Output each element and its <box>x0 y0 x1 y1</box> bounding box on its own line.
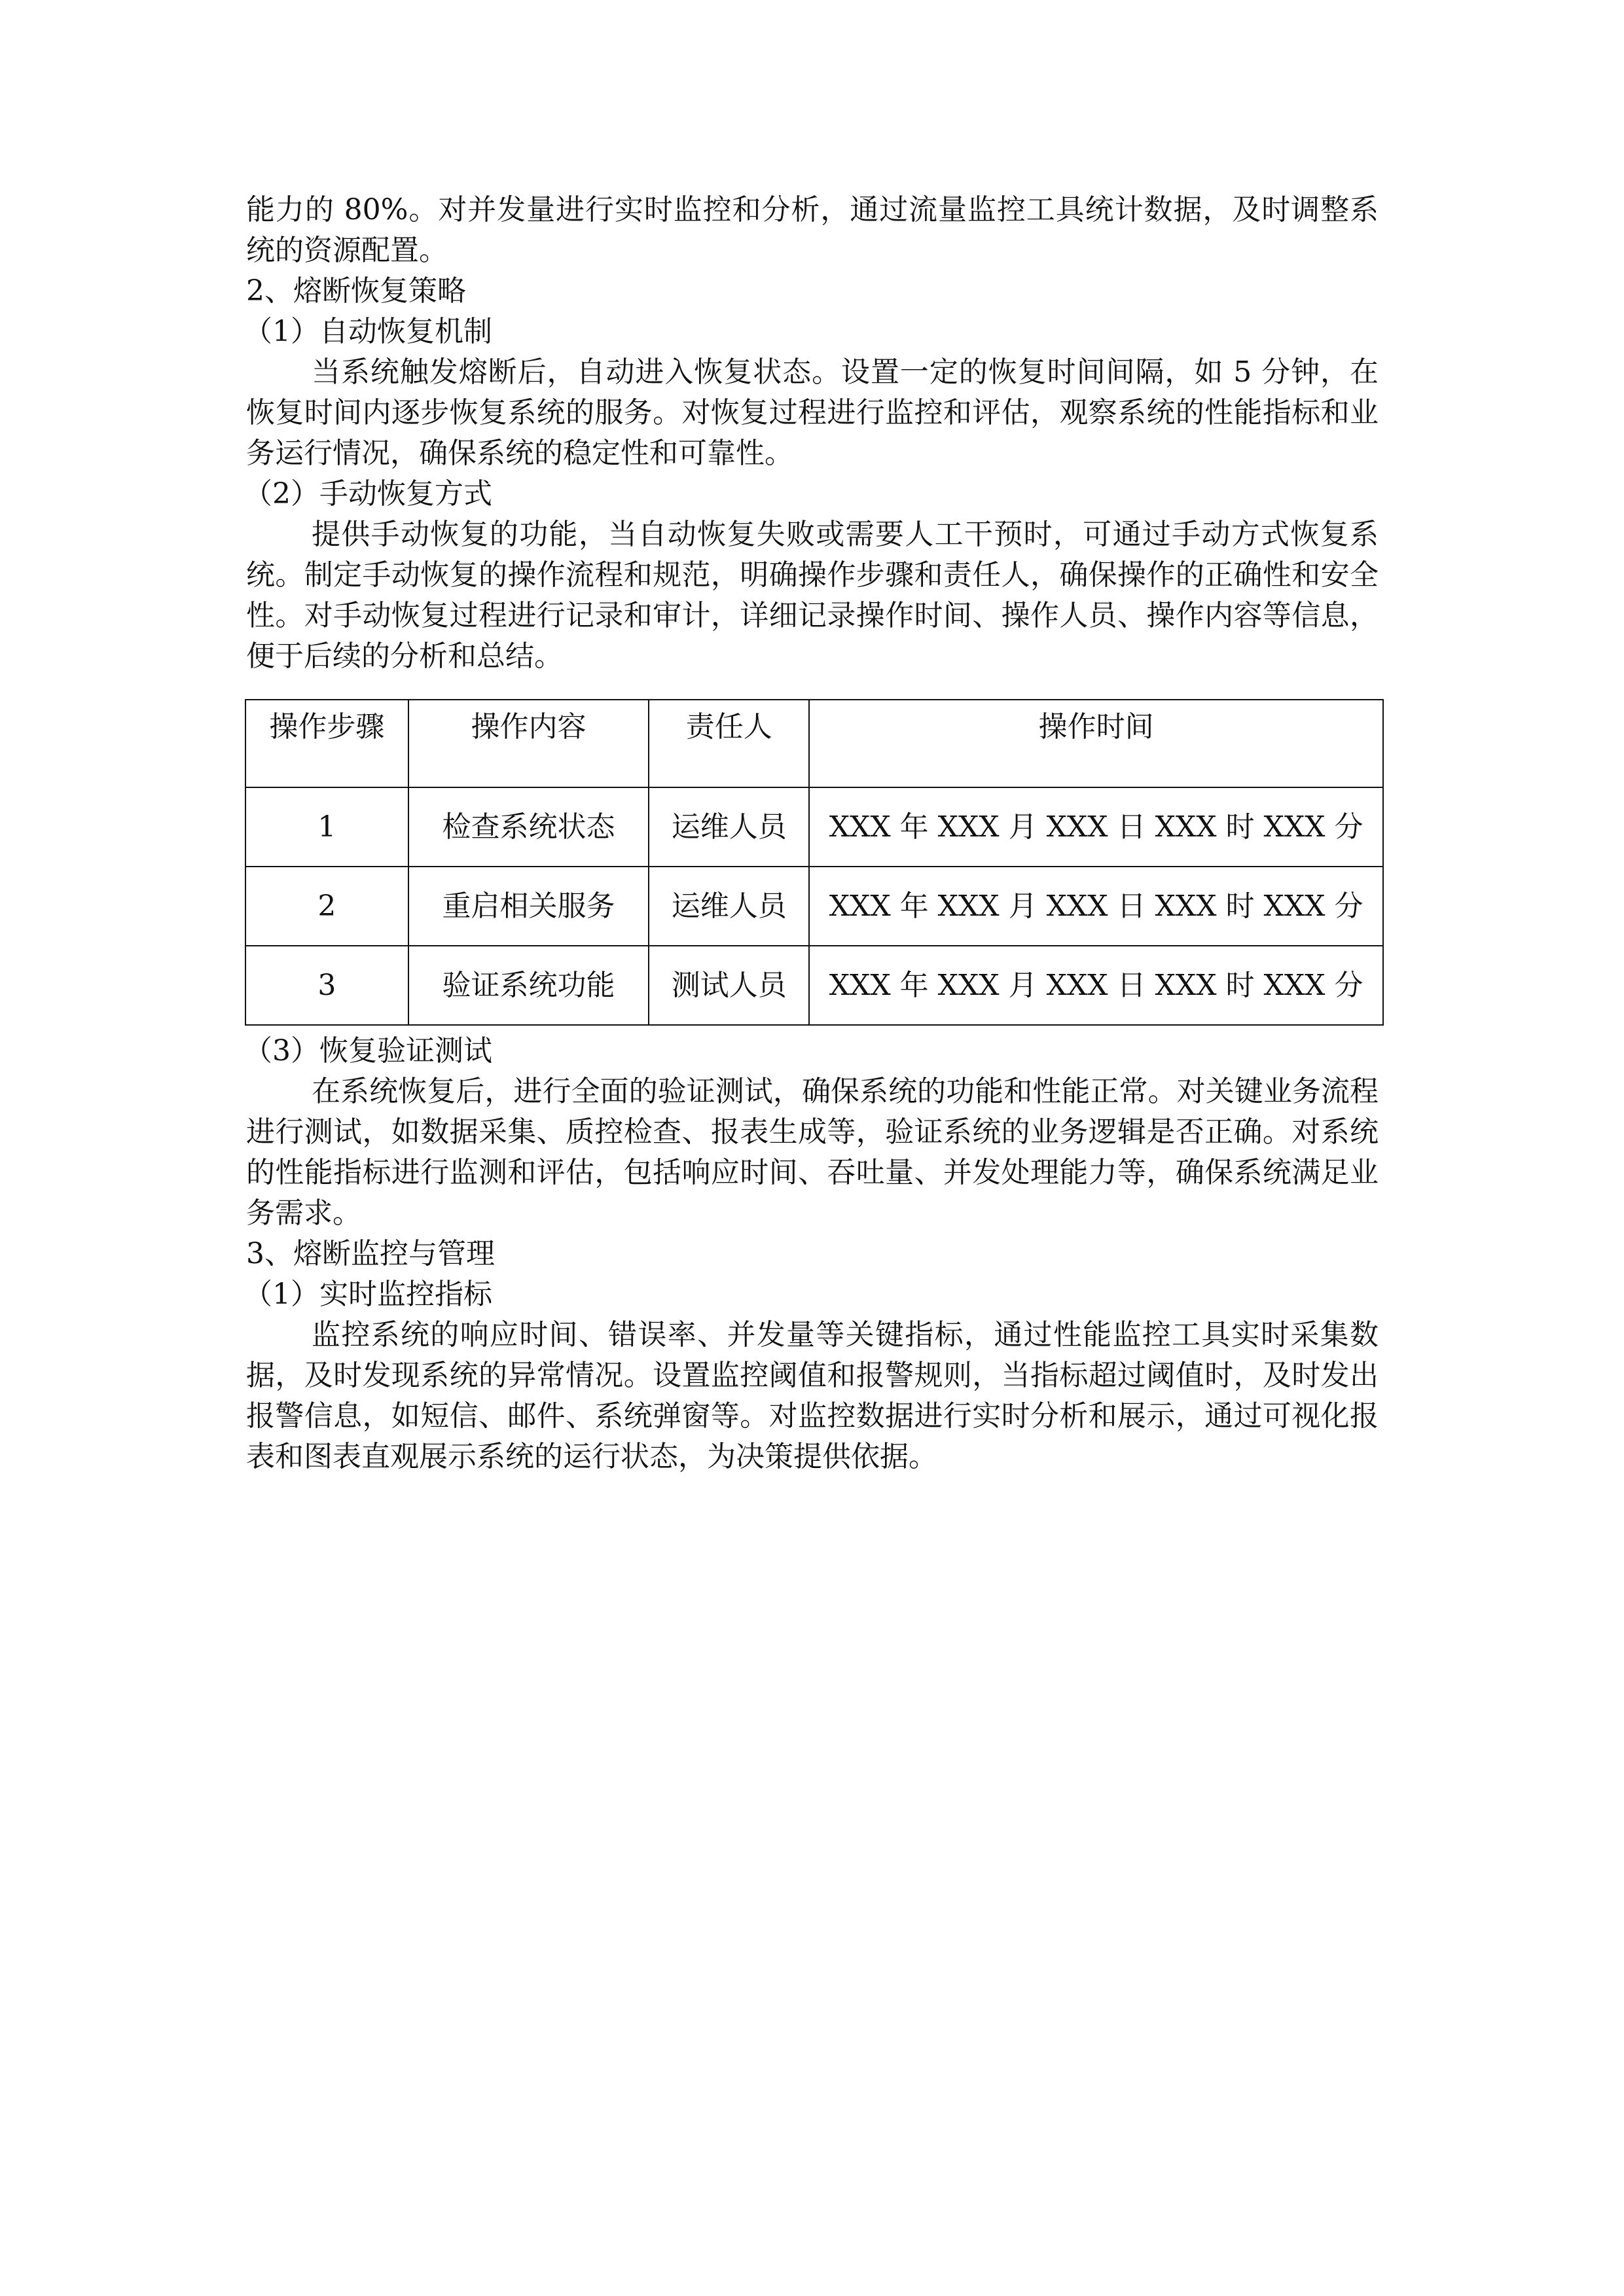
cell-time: XXX 年 XXX 月 XXX 日 XXX 时 XXX 分 <box>809 946 1383 1025</box>
header-time: 操作时间 <box>809 700 1383 787</box>
header-content: 操作内容 <box>408 700 649 787</box>
table-row <box>245 946 1383 1025</box>
auto-recovery-paragraph: 当系统触发熔断后，自动进入恢复状态。设置一定的恢复时间间隔，如 5 分钟，在恢复时间内逐步恢复系统的服务。对恢复过程进行监控和评估，观察系统的性能指标和业务运行情况，确保系统的稳定性和可靠性。 <box>246 355 1379 470</box>
section-3-heading: 3、熔断监控与管理 <box>246 1237 495 1270</box>
verify-heading: （3）恢复验证测试 <box>244 1034 492 1067</box>
cell-content: 检查系统状态 <box>408 787 649 867</box>
cell-step: 1 <box>245 787 408 867</box>
document-page <box>246 190 1379 1477</box>
header-step: 操作步骤 <box>245 700 408 787</box>
table-row <box>245 867 1383 946</box>
manual-recovery-paragraph: 提供手动恢复的功能，当自动恢复失败或需要人工干预时，可通过手动方式恢复系统。制定手动恢复的操作流程和规范，明确操作步骤和责任人，确保操作的正确性和安全性。对手动恢复过程进行记录和审计，详细记录操作时间、操作人员、操作内容等信息，便于后续的分析和总结。 <box>246 518 1379 673</box>
intro-paragraph: 能力的 80%。对并发量进行实时监控和分析，通过流量监控工具统计数据，及时调整系统的资源配置。 <box>246 193 1379 267</box>
table-row <box>245 787 1383 867</box>
operation-table <box>245 699 1384 1026</box>
auto-recovery-heading: （1）自动恢复机制 <box>244 315 492 348</box>
header-owner: 责任人 <box>649 700 809 787</box>
cell-content: 重启相关服务 <box>408 867 649 946</box>
cell-time: XXX 年 XXX 月 XXX 日 XXX 时 XXX 分 <box>809 867 1383 946</box>
cell-content: 验证系统功能 <box>408 946 649 1025</box>
manual-recovery-heading: （2）手动恢复方式 <box>244 477 492 511</box>
cell-step: 3 <box>245 946 408 1025</box>
cell-time: XXX 年 XXX 月 XXX 日 XXX 时 XXX 分 <box>809 787 1383 867</box>
table-header-row <box>245 700 1383 787</box>
cell-owner: 运维人员 <box>649 787 809 867</box>
section-2-heading: 2、熔断恢复策略 <box>246 274 466 308</box>
cell-step: 2 <box>245 867 408 946</box>
verify-paragraph: 在系统恢复后，进行全面的验证测试，确保系统的功能和性能正常。对关键业务流程进行测试，如数据采集、质控检查、报表生成等，验证系统的业务逻辑是否正确。对系统的性能指标进行监测和评估，包括响应时间、吞吐量、并发处理能力等，确保系统满足业务需求。 <box>246 1075 1379 1230</box>
realtime-monitor-paragraph: 监控系统的响应时间、错误率、并发量等关键指标，通过性能监控工具实时采集数据，及时发现系统的异常情况。设置监控阈值和报警规则，当指标超过阈值时，及时发出报警信息，如短信、邮件、系统弹窗等。对监控数据进行实时分析和展示，通过可视化报表和图表直观展示系统的运行状态，为决策提供依据。 <box>246 1318 1379 1473</box>
cell-owner: 测试人员 <box>649 946 809 1025</box>
realtime-monitor-heading: （1）实时监控指标 <box>244 1278 492 1311</box>
cell-owner: 运维人员 <box>649 867 809 946</box>
